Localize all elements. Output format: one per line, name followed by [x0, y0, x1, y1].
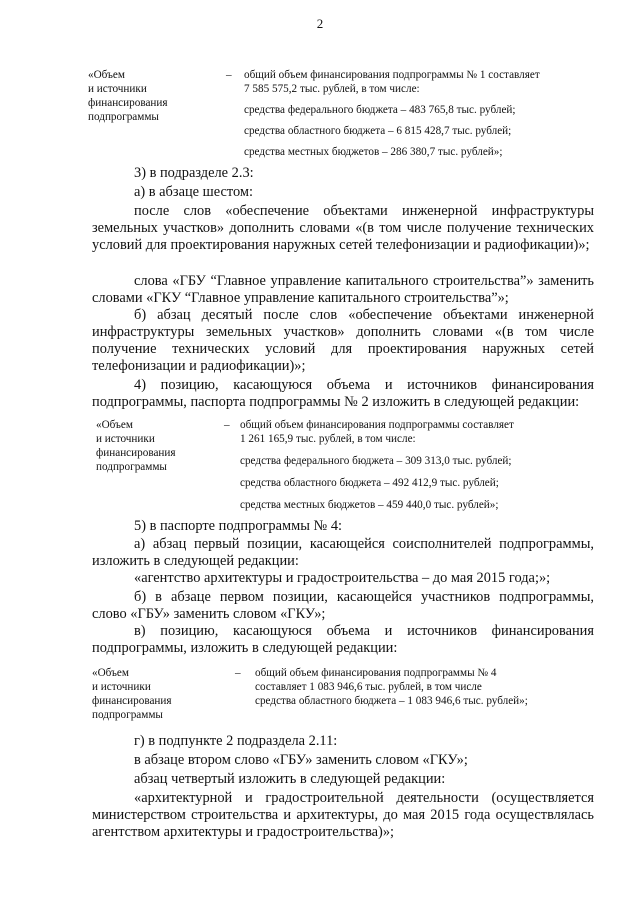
- paragraph: после слов «обеспечение объектами инженерной инфраструктуры земельных участков» дополнить словами «(в том числе получение технических условий для проектирования наружных сетей телефонизации и радиофикации)»;: [92, 203, 594, 253]
- paragraph: а) абзац первый позиции, касающейся соисполнителей подпрограммы, изложить в следующей редакции:: [92, 536, 594, 569]
- table-2-values: [240, 418, 595, 512]
- paragraph: 3) в подразделе 2.3:: [134, 165, 254, 181]
- table-1-line: средства федерального бюджета – 483 765,8 тыс. рублей;: [244, 104, 516, 116]
- page-number: 2: [316, 16, 324, 31]
- paragraph: слова «ГБУ “Главное управление капитального строительства”» заменить словами «ГКУ “Главное управление капитального строительства”»;: [92, 273, 594, 306]
- table-3-line: составляет 1 083 946,6 тыс. рублей, в том числе: [255, 681, 482, 693]
- paragraph: абзац четвертый изложить в следующей редакции:: [134, 771, 446, 787]
- passport-table-2: [96, 418, 616, 511]
- table-2-line: 1 261 165,9 тыс. рублей, в том числе:: [240, 433, 416, 445]
- table-3-values: [255, 666, 610, 708]
- table-1-dash: –: [226, 69, 232, 81]
- passport-table-1: [88, 68, 608, 158]
- table-3-label: «Объем и источники финансирования подпрограммы: [92, 667, 172, 721]
- table-2-line: средства местных бюджетов – 459 440,0 тыс. рублей»;: [240, 499, 499, 511]
- table-2-dash: –: [224, 419, 230, 431]
- paragraph: в абзаце втором слово «ГБУ» заменить словом «ГКУ»;: [134, 752, 468, 768]
- table-1-values: [244, 68, 599, 159]
- paragraph: «агентство архитектуры и градостроительства – до мая 2015 года;»;: [134, 570, 551, 586]
- table-3-line: общий объем финансирования подпрограммы № 4: [255, 667, 497, 679]
- table-1-line: средства областного бюджета – 6 815 428,7 тыс. рублей;: [244, 125, 512, 137]
- table-2-label: «Объем и источники финансирования подпрограммы: [96, 419, 176, 473]
- table-1-line: общий объем финансирования подпрограммы № 1 составляет: [244, 69, 540, 81]
- table-2-line: средства федерального бюджета – 309 313,0 тыс. рублей;: [240, 455, 512, 467]
- table-3-dash: –: [235, 667, 241, 679]
- paragraph: в) позицию, касающуюся объема и источников финансирования подпрограммы, изложить в следующей редакции:: [92, 623, 594, 656]
- paragraph: б) в абзаце первом позиции, касающейся участников подпрограммы, слово «ГБУ» заменить словом «ГКУ»;: [92, 589, 594, 622]
- paragraph: б) абзац десятый после слов «обеспечение объектами инженерной инфраструктуры земельных участков» дополнить словами «(в том числе получение технических условий для проектирования наружных сетей телефонизации и радиофикации)»;: [92, 307, 594, 374]
- paragraph: «архитектурной и градостроительной деятельности (осуществляется министерством строительства и архитектуры, до мая 2015 года осуществлялась агентством архитектуры и градостроительства)»;: [92, 790, 594, 840]
- table-1-line: средства местных бюджетов – 286 380,7 тыс. рублей»;: [244, 146, 503, 158]
- paragraph: г) в подпункте 2 подраздела 2.11:: [134, 733, 338, 749]
- paragraph: 4) позицию, касающуюся объема и источников финансирования подпрограммы, паспорта подпрограммы № 2 изложить в следующей редакции:: [92, 377, 594, 410]
- paragraph: а) в абзаце шестом:: [134, 184, 253, 200]
- table-2-line: средства областного бюджета – 492 412,9 тыс. рублей;: [240, 477, 499, 489]
- table-1-label: «Объем и источники финансирования подпрограммы: [88, 69, 168, 123]
- table-1-line: 7 585 575,2 тыс. рублей, в том числе:: [244, 83, 420, 95]
- table-3-line: средства областного бюджета – 1 083 946,6 тыс. рублей»;: [255, 695, 528, 707]
- paragraph: 5) в паспорте подпрограммы № 4:: [134, 518, 343, 534]
- passport-table-3: [92, 666, 622, 726]
- table-2-line: общий объем финансирования подпрограммы составляет: [240, 419, 514, 431]
